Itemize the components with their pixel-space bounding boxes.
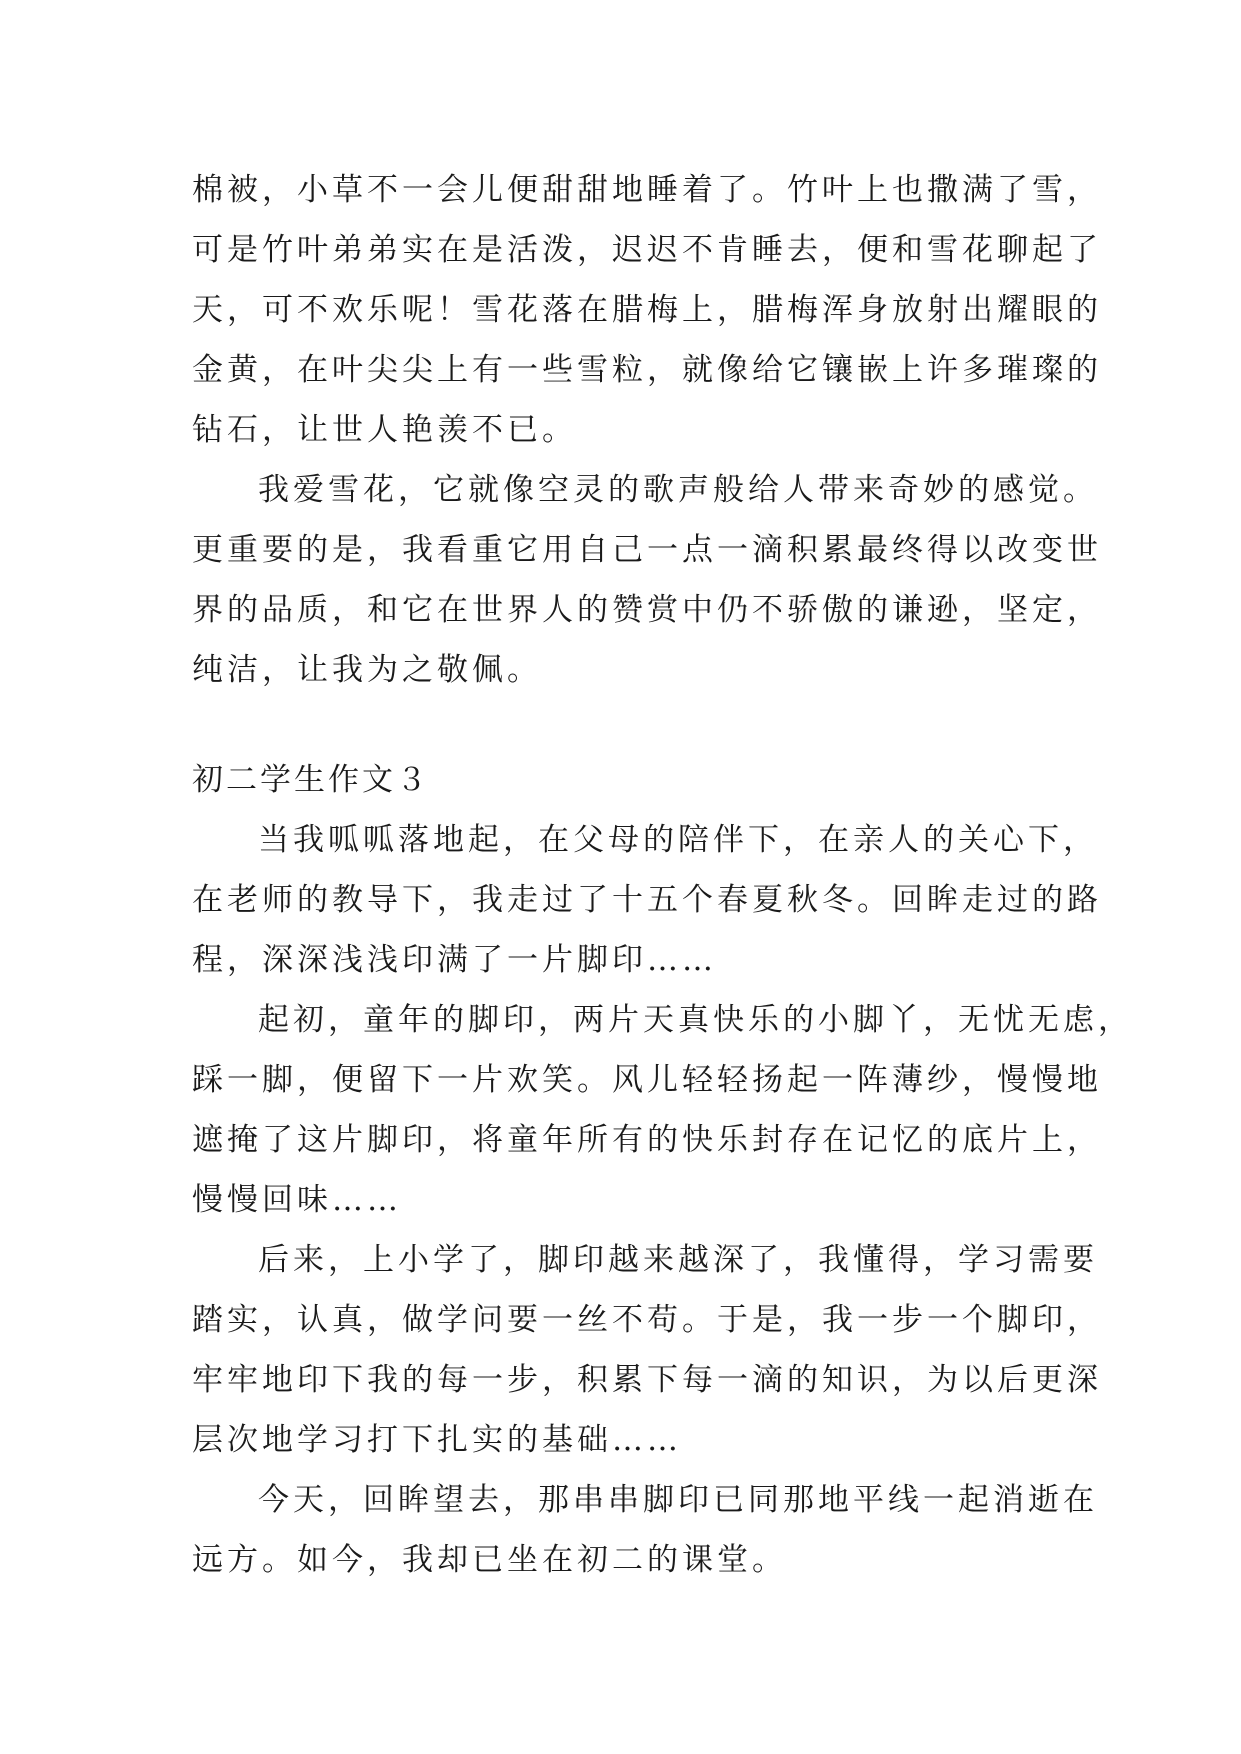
paragraph-line: 慢慢回味…… [192,1182,402,1218]
paragraph-line: 可是竹叶弟弟实在是活泼，迟迟不肯睡去，便和雪花聊起了 [192,232,1102,268]
paragraph-line: 纯洁，让我为之敬佩。 [192,652,542,688]
paragraph-line: 后来，上小学了，脚印越来越深了，我懂得，学习需要 [258,1242,1098,1278]
paragraph-line: 遮掩了这片脚印，将童年所有的快乐封存在记忆的底片上， [192,1122,1102,1158]
paragraph-line: 金黄，在叶尖尖上有一些雪粒，就像给它镶嵌上许多璀璨的 [192,352,1102,388]
paragraph-line: 棉被，小草不一会儿便甜甜地睡着了。竹叶上也撒满了雪， [192,172,1102,208]
paragraph-line: 当我呱呱落地起，在父母的陪伴下，在亲人的关心下， [258,822,1098,858]
paragraph-line: 我爱雪花，它就像空灵的歌声般给人带来奇妙的感觉。 [258,472,1098,508]
paragraph-line: 天，可不欢乐呢！雪花落在腊梅上，腊梅浑身放射出耀眼的 [192,292,1102,328]
paragraph-line: 今天，回眸望去，那串串脚印已同那地平线一起消逝在 [258,1482,1098,1518]
paragraph-line: 踩一脚，便留下一片欢笑。风儿轻轻扬起一阵薄纱，慢慢地 [192,1062,1102,1098]
paragraph-line: 牢牢地印下我的每一步，积累下每一滴的知识，为以后更深 [192,1362,1102,1398]
paragraph-line: 钻石，让世人艳羡不已。 [192,412,577,448]
paragraph-line: 在老师的教导下，我走过了十五个春夏秋冬。回眸走过的路 [192,882,1102,918]
paragraph-line: 远方。如今，我却已坐在初二的课堂。 [192,1542,787,1578]
paragraph-line: 界的品质，和它在世界人的赞赏中仍不骄傲的谦逊，坚定， [192,592,1102,628]
section-heading: 初二学生作文３ [192,762,430,798]
paragraph-line: 程，深深浅浅印满了一片脚印…… [192,942,717,978]
paragraph-line: 层次地学习打下扎实的基础…… [192,1422,682,1458]
paragraph-line: 起初，童年的脚印，两片天真快乐的小脚丫，无忧无虑， [258,1002,1133,1038]
paragraph-line: 踏实，认真，做学问要一丝不苟。于是，我一步一个脚印， [192,1302,1102,1338]
paragraph-line: 更重要的是，我看重它用自己一点一滴积累最终得以改变世 [192,532,1102,568]
